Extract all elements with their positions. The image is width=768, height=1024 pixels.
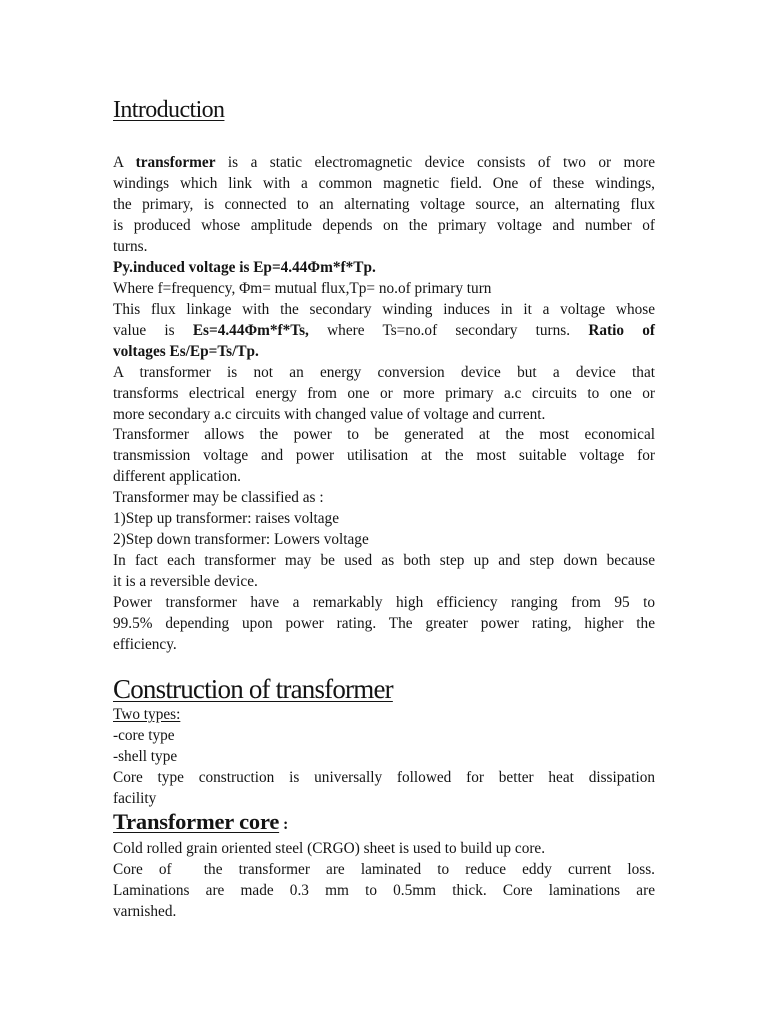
intro-paragraph-1-line-4: is produced whose amplitude depends on the primary voltage and number of	[113, 217, 655, 234]
construction-paragraph-line-1: Core type construction is universally followed for better heat dissipation	[113, 769, 655, 786]
shell-type-item: -shell type	[113, 748, 178, 765]
intro-paragraph-6-line-2: 99.5% depending upon power rating. The greater power rating, higher the	[113, 615, 655, 632]
voltage-ratio-formula: voltages Es/Ep=Ts/Tp.	[113, 343, 259, 360]
intro-paragraph-4-line-3: different application.	[113, 468, 241, 485]
transformer-core-title: Transformer core	[113, 809, 280, 834]
core-paragraph-2-line-3: varnished.	[113, 903, 177, 920]
intro-paragraph-1-line-3: the primary, is connected to an alternating voltage source, an alternating flux	[113, 196, 655, 213]
intro-paragraph-6-line-3: efficiency.	[113, 636, 177, 653]
secondary-voltage-formula: Es=4.44Φm*f*Ts,	[192, 322, 309, 339]
text-span: where Ts=no.of secondary turns.	[308, 322, 589, 339]
core-paragraph-2-line-2: Laminations are made 0.3 mm to 0.5mm thick. Core laminations are	[113, 882, 655, 899]
intro-paragraph-3-line-1: A transformer is not an energy conversion device but a device that	[113, 364, 655, 381]
intro-paragraph-1-line-2: windings which link with a common magnetic field. One of these windings,	[113, 175, 655, 192]
classification-intro: Transformer may be classified as :	[113, 489, 324, 506]
intro-paragraph-3-line-2: transforms electrical energy from one or more primary a.c circuits to one or	[113, 385, 655, 402]
intro-paragraph-2-line-2	[113, 320, 655, 341]
two-types-label	[113, 704, 655, 725]
text-span: is a static electromagnetic device consists of two or more	[215, 154, 655, 171]
intro-paragraph-5-line-2: it is a reversible device.	[113, 573, 258, 590]
core-paragraph-1: Cold rolled grain oriented steel (CRGO) sheet is used to build up core.	[113, 840, 546, 857]
text-span: value is	[113, 322, 193, 339]
formula-text: Py.induced voltage is Ep=4.44Φm*f*Tp.	[113, 259, 376, 276]
intro-paragraph-5-line-1: In fact each transformer may be used as both step up and step down because	[113, 552, 655, 569]
text-span: A	[113, 154, 136, 171]
intro-paragraph-4-line-2: transmission voltage and power utilisation at the most suitable voltage for	[113, 447, 655, 464]
core-paragraph-2-line-1: Core of the transformer are laminated to reduce eddy current loss.	[113, 861, 655, 878]
heading-colon: :	[283, 816, 289, 833]
classification-item-2: 2)Step down transformer: Lowers voltage	[113, 531, 369, 548]
classification-item-1: 1)Step up transformer: raises voltage	[113, 510, 339, 527]
construction-heading: Construction of transformer	[113, 674, 393, 704]
intro-paragraph-3-line-3: more secondary a.c circuits with changed value of voltage and current.	[113, 406, 546, 423]
where-definitions: Where f=frequency, Φm= mutual flux,Tp= no.of primary turn	[113, 280, 492, 297]
introduction-heading: Introduction	[113, 97, 225, 123]
intro-paragraph-4-line-1: Transformer allows the power to be generated at the most economical	[113, 426, 655, 443]
two-types-text: Two types:	[113, 706, 181, 723]
intro-paragraph-1-line-5: turns.	[113, 238, 148, 255]
ratio-label: Ratio of	[588, 322, 656, 339]
intro-paragraph-1-line-1	[113, 152, 655, 173]
intro-paragraph-2-line-1: This flux linkage with the secondary winding induces in it a voltage whose	[113, 301, 655, 318]
transformer-core-heading	[113, 807, 288, 840]
primary-voltage-formula	[113, 257, 655, 278]
transformer-term: transformer	[135, 154, 216, 171]
intro-paragraph-6-line-1: Power transformer have a remarkably high efficiency ranging from 95 to	[113, 594, 655, 611]
construction-paragraph-line-2: facility	[113, 790, 157, 807]
core-type-item: -core type	[113, 727, 175, 744]
intro-paragraph-2-line-3	[113, 341, 655, 362]
